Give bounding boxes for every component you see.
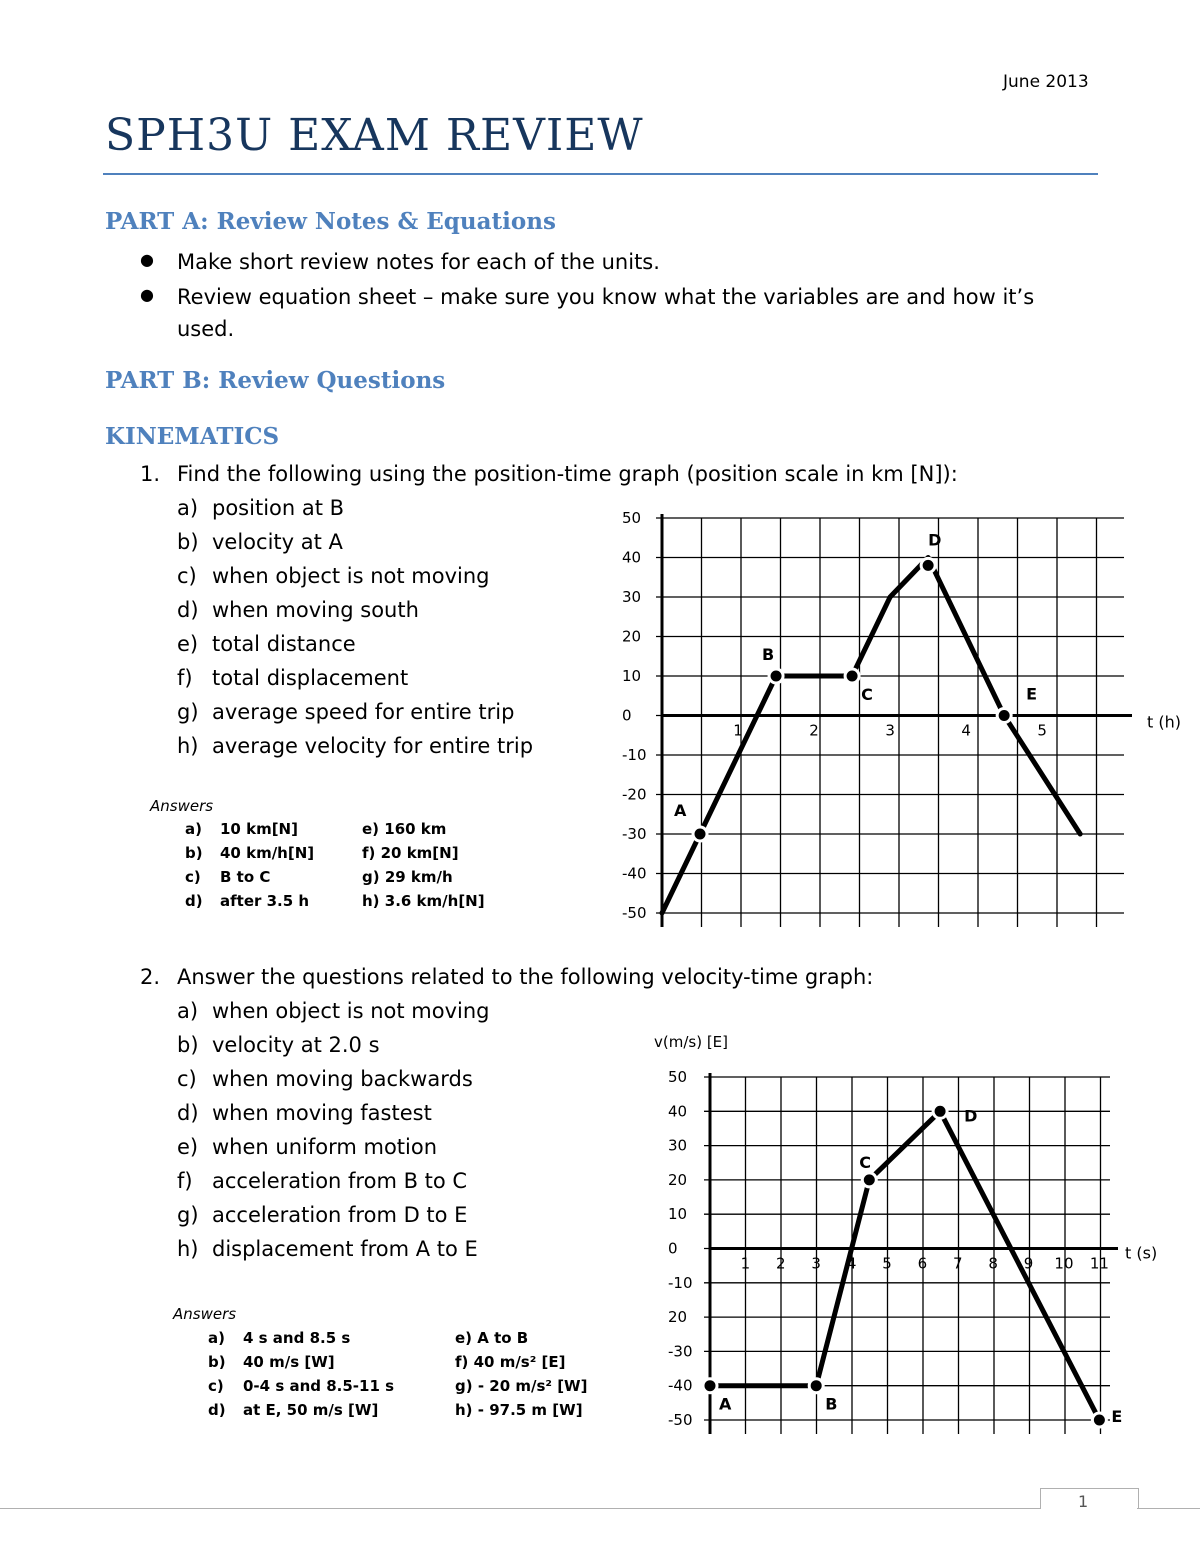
answer-letter: c)	[208, 1377, 224, 1395]
x-tick-label: 8	[988, 1254, 998, 1273]
data-point	[845, 669, 859, 683]
data-point	[933, 1104, 947, 1118]
y-tick-label: 40	[668, 1102, 688, 1121]
point-label: A	[674, 801, 687, 820]
question-2-prompt: Answer the questions related to the following velocity-time graph:	[177, 965, 874, 989]
x-tick-label: 3	[811, 1254, 821, 1273]
answer-value: 10 km[N]	[220, 820, 298, 838]
series-line	[710, 1111, 1099, 1420]
question-item-text: velocity at A	[212, 530, 343, 554]
x-tick-label: 9	[1023, 1254, 1034, 1273]
x-tick-label: 2	[809, 721, 819, 740]
question-item-text: when moving fastest	[212, 1101, 432, 1125]
answer-value: 40 km/h[N]	[220, 844, 315, 862]
point-label: C	[861, 685, 873, 704]
page-number: 1	[1078, 1492, 1089, 1511]
y-tick-label: 50	[622, 509, 642, 527]
question-item-text: when moving backwards	[212, 1067, 473, 1091]
kinematics-heading: KINEMATICS	[105, 423, 280, 450]
answer-value: after 3.5 h	[220, 892, 310, 910]
x-tick-label: 2	[776, 1254, 786, 1273]
y-tick-label: -40	[668, 1376, 693, 1395]
title-divider	[103, 173, 1098, 175]
data-point	[862, 1173, 876, 1187]
y-tick-label: -30	[622, 825, 647, 843]
y-tick-label: -30	[668, 1342, 693, 1361]
point-label: B	[762, 645, 775, 664]
answer-letter: b)	[208, 1353, 226, 1371]
answer-letter: d)	[208, 1401, 226, 1419]
data-point	[809, 1379, 823, 1393]
question-item-letter: c)	[177, 1067, 197, 1091]
point-label: D	[964, 1106, 978, 1126]
x-axis-label: t (h)	[1147, 712, 1181, 732]
x-tick-label: 11	[1089, 1254, 1109, 1273]
position-time-graph	[612, 500, 1192, 930]
question-item-letter: f)	[177, 1169, 193, 1193]
question-1-number: 1.	[140, 462, 161, 486]
x-tick-label: 3	[885, 721, 895, 740]
page-number-tab	[1040, 1488, 1139, 1509]
answer-letter: c)	[185, 868, 201, 886]
question-item-text: when uniform motion	[212, 1135, 438, 1159]
y-axis-label: v(m/s) [E]	[654, 1033, 729, 1051]
answer-value: 4 s and 8.5 s	[243, 1329, 351, 1347]
y-tick-label: 50	[668, 1068, 688, 1086]
point-label: B	[825, 1394, 838, 1414]
x-tick-label: 4	[961, 721, 971, 740]
data-point	[997, 709, 1011, 723]
y-tick-label: -10	[622, 746, 647, 764]
answer-value: B to C	[220, 868, 271, 886]
part-a-bullet-2-cont: used.	[177, 317, 235, 341]
x-tick-label: 6	[917, 1254, 928, 1273]
question-item-letter: g)	[177, 1203, 199, 1227]
answer-value: e) A to B	[455, 1329, 529, 1347]
question-item-letter: e)	[177, 1135, 199, 1159]
point-label: C	[859, 1152, 872, 1172]
part-a-bullet-1: Make short review notes for each of the units.	[177, 250, 660, 274]
question-item-letter: b)	[177, 530, 199, 554]
answer-value: e) 160 km	[362, 820, 447, 838]
y-tick-label: 30	[622, 588, 642, 606]
data-point	[1092, 1413, 1106, 1427]
y-tick-label: -10	[668, 1273, 693, 1292]
x-tick-label: 1	[740, 1254, 751, 1273]
answer-letter: b)	[185, 844, 203, 862]
y-tick-label: 10	[622, 667, 642, 685]
y-tick-label: 20	[622, 627, 642, 646]
question-2-number: 2.	[140, 965, 161, 989]
footer-rule-right	[1137, 1508, 1200, 1509]
answer-value: h) 3.6 km/h[N]	[362, 892, 485, 910]
question-item-letter: e)	[177, 632, 199, 656]
question-item-letter: d)	[177, 598, 199, 622]
question-item-text: when object is not moving	[212, 999, 490, 1023]
data-point	[703, 1379, 717, 1393]
footer-rule	[0, 1508, 1040, 1509]
y-tick-label: 30	[668, 1136, 688, 1155]
question-item-text: acceleration from D to E	[212, 1203, 468, 1227]
answer-letter: a)	[185, 820, 202, 838]
y-tick-label: -50	[668, 1411, 693, 1429]
point-label: E	[1111, 1407, 1123, 1426]
question-item-text: when object is not moving	[212, 564, 490, 588]
x-tick-label: 5	[1037, 721, 1047, 740]
answer-value: h) - 97.5 m [W]	[455, 1401, 583, 1419]
answer-letter: d)	[185, 892, 203, 910]
y-tick-label: -50	[622, 904, 647, 922]
x-tick-label: 5	[882, 1254, 892, 1273]
answer-value: g) - 20 m/s² [W]	[455, 1377, 588, 1395]
question-item-letter: f)	[177, 666, 193, 690]
y-tick-label: 0	[668, 1239, 678, 1258]
question-item-text: average velocity for entire trip	[212, 734, 534, 758]
question-item-text: velocity at 2.0 s	[212, 1033, 380, 1057]
answer-value: 0-4 s and 8.5-11 s	[243, 1377, 395, 1395]
question-item-text: when moving south	[212, 598, 419, 622]
question-item-letter: h)	[177, 734, 199, 758]
x-tick-label: 7	[953, 1254, 963, 1273]
data-point	[769, 669, 783, 683]
question-item-letter: d)	[177, 1101, 199, 1125]
question-item-text: total distance	[212, 632, 356, 656]
data-point	[921, 558, 935, 572]
point-label: A	[719, 1394, 732, 1414]
answer-value: at E, 50 m/s [W]	[243, 1401, 379, 1419]
x-axis-label: t (s)	[1125, 1243, 1158, 1263]
y-tick-label: 20	[668, 1308, 688, 1327]
question-item-letter: h)	[177, 1237, 199, 1261]
bullet-icon: ●	[140, 285, 154, 304]
y-tick-label: 0	[622, 706, 632, 725]
point-label: E	[1026, 684, 1038, 704]
question-item-letter: a)	[177, 496, 199, 520]
part-b-heading: PART B: Review Questions	[105, 367, 446, 394]
question-item-letter: b)	[177, 1033, 199, 1057]
bullet-icon: ●	[140, 250, 154, 269]
question-item-text: displacement from A to E	[212, 1237, 478, 1261]
x-tick-label: 10	[1054, 1254, 1074, 1273]
question-2-answers-label: Answers	[173, 1305, 237, 1323]
document-date: June 2013	[1003, 72, 1089, 92]
question-item-text: acceleration from B to C	[212, 1169, 468, 1193]
question-item-text: average speed for entire trip	[212, 700, 515, 724]
y-tick-label: -20	[622, 785, 647, 804]
y-tick-label: 10	[668, 1205, 688, 1224]
question-1-prompt: Find the following using the position-time graph (position scale in km [N]):	[177, 462, 958, 486]
question-item-letter: a)	[177, 999, 199, 1023]
answer-value: 40 m/s [W]	[243, 1353, 335, 1371]
data-point	[693, 827, 707, 841]
part-a-heading: PART A: Review Notes & Equations	[105, 208, 556, 235]
y-tick-label: -40	[622, 864, 647, 883]
y-tick-label: 40	[622, 548, 642, 567]
part-a-bullet-2: Review equation sheet – make sure you know what the variables are and how it’s	[177, 285, 1035, 309]
question-item-text: total displacement	[212, 666, 409, 690]
question-item-letter: g)	[177, 700, 199, 724]
point-label: D	[928, 530, 942, 550]
document-title: SPH3U EXAM REVIEW	[105, 110, 644, 161]
answer-value: f) 40 m/s² [E]	[455, 1353, 566, 1371]
y-tick-label: 20	[668, 1170, 688, 1189]
answer-value: f) 20 km[N]	[362, 844, 459, 862]
x-tick-label: 4	[846, 1254, 857, 1273]
question-item-text: position at B	[212, 496, 345, 520]
answer-letter: a)	[208, 1329, 225, 1347]
answer-value: g) 29 km/h	[362, 868, 453, 886]
question-item-letter: c)	[177, 564, 197, 588]
question-1-answers-label: Answers	[150, 797, 214, 815]
velocity-time-graph	[640, 1025, 1160, 1445]
x-tick-label: 1	[733, 721, 743, 740]
